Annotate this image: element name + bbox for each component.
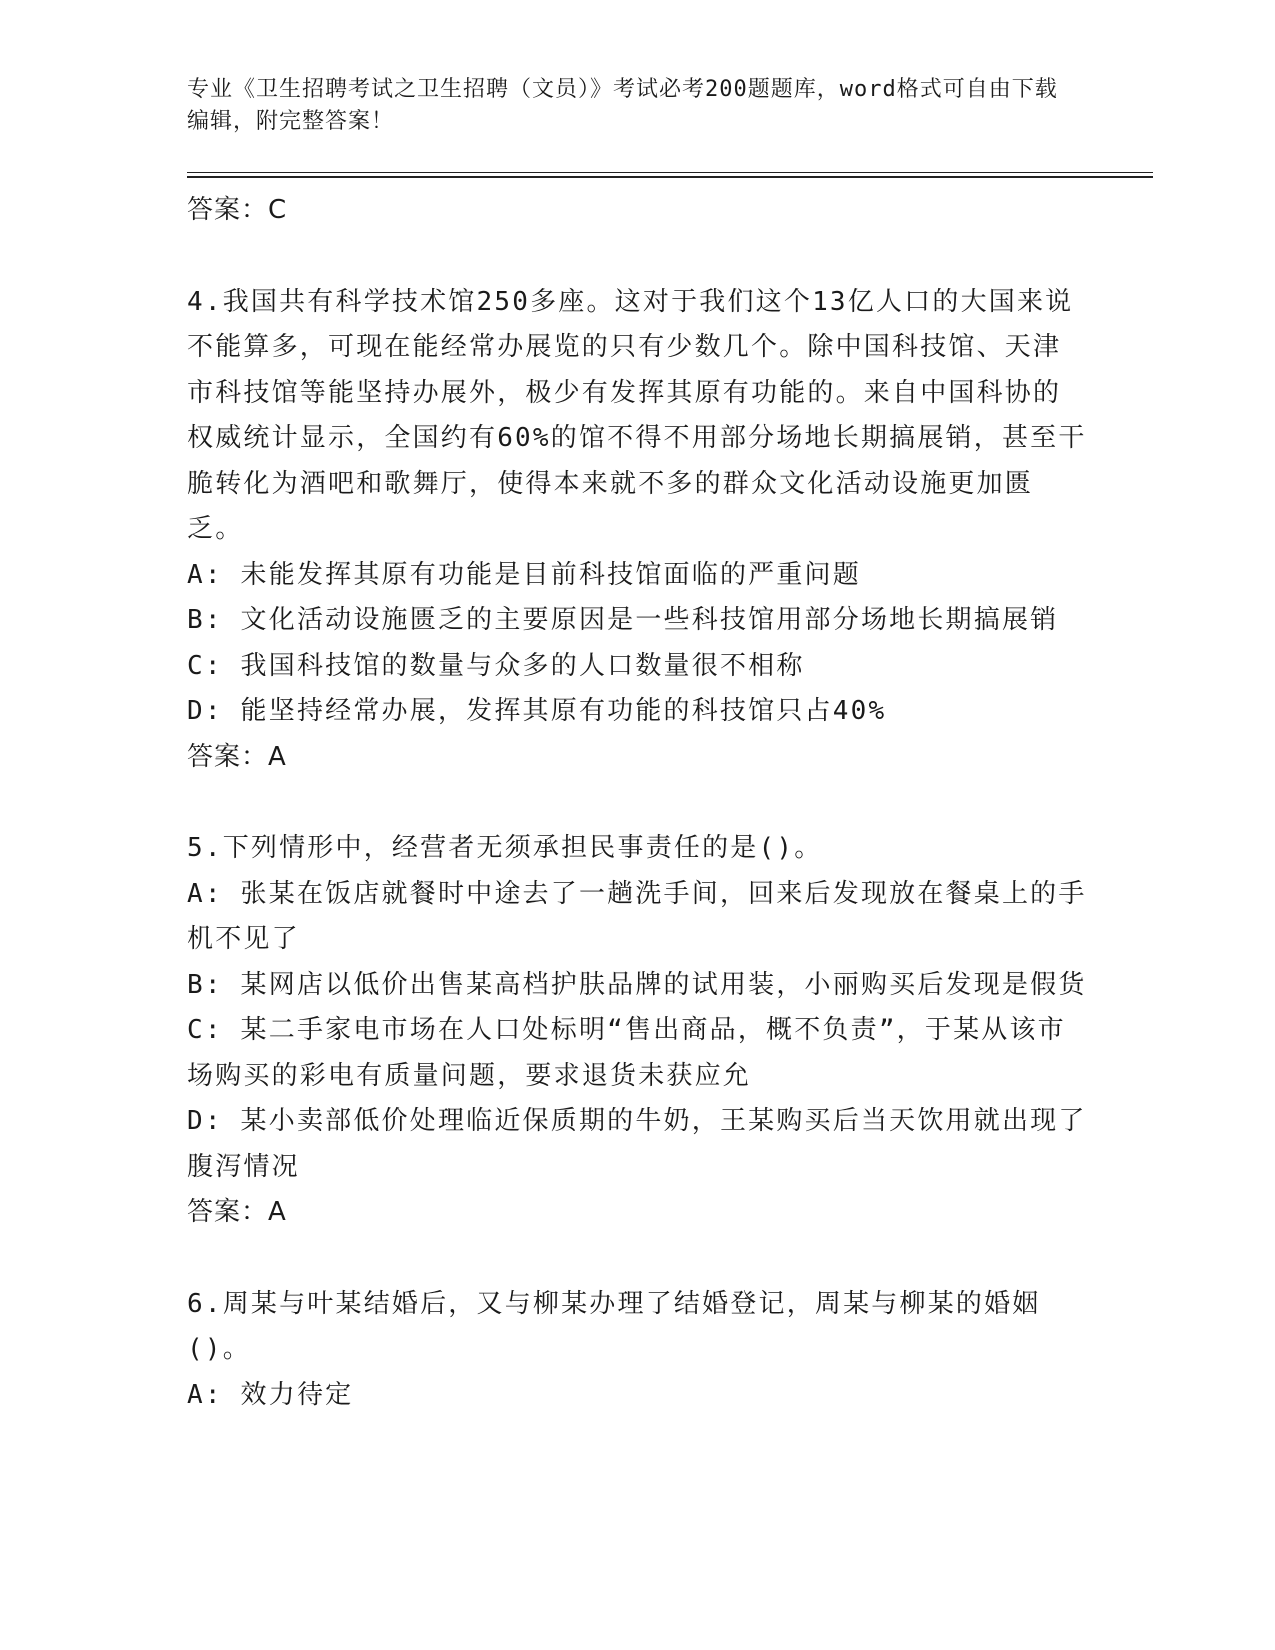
document-header [187, 74, 1067, 138]
option-b: B: 某网店以低价出售某高档护肤品牌的试用装，小丽购买后发现是假货 [187, 969, 1087, 1000]
question-5 [187, 826, 1087, 1236]
option-c: C: 某二手家电市场在人口处标明“售出商品，概不负责”，于某从该市场购买的彩电有质量问题，要求退货未获应允 [187, 1015, 1066, 1091]
answer: 答案：A [187, 741, 287, 772]
spacer [187, 1236, 1087, 1282]
question-stem: 6.周某与叶某结婚后，又与柳某办理了结婚登记，周某与柳某的婚姻()。 [187, 1288, 1041, 1364]
option-d: D: 能坚持经常办展，发挥其原有功能的科技馆只占40% [187, 696, 887, 726]
spacer [187, 780, 1087, 826]
option-a: A: 未能发挥其原有功能是目前科技馆面临的严重问题 [187, 559, 861, 590]
header-title: 专业《卫生招聘考试之卫生招聘（文员）》考试必考200题题库，word格式可自由下载编辑，附完整答案！ [187, 77, 1058, 134]
header-divider-thick [187, 176, 1153, 178]
option-b: B: 文化活动设施匮乏的主要原因是一些科技馆用部分场地长期搞展销 [187, 605, 1059, 635]
question-stem: 5.下列情形中，经营者无须承担民事责任的是()。 [187, 833, 823, 863]
previous-answer: 答案：C [187, 195, 288, 225]
question-4 [187, 280, 1087, 781]
option-d: D: 某小卖部低价处理临近保质期的牛奶，王某购买后当天饮用就出现了腹泻情况 [187, 1106, 1087, 1182]
option-a: A: 张某在饭店就餐时中途去了一趟洗手间，回来后发现放在餐桌上的手机不见了 [187, 878, 1087, 954]
header-divider-thin [187, 172, 1153, 173]
question-6 [187, 1282, 1087, 1419]
question-stem: 4.我国共有科学技术馆250多座。这对于我们这个13亿人口的大国来说不能算多，可现在能经常办展览的只有少数几个。除中国科技馆、天津市科技馆等能坚持办展外，极少有发挥其原有功能的。来自中国科协的权威统计显示，全国约有60%的馆不得不用部分场地长期搞展销，甚至干脆转化为酒吧和歌舞厅，使得本来就不多的群众文化活动设施更加匮乏。 [187, 286, 1087, 544]
answer: 答案：A [187, 1197, 287, 1227]
option-a: A: 效力待定 [187, 1379, 354, 1410]
spacer [187, 234, 1087, 280]
option-c: C: 我国科技馆的数量与众多的人口数量很不相称 [187, 650, 805, 681]
question-list [187, 188, 1087, 1418]
